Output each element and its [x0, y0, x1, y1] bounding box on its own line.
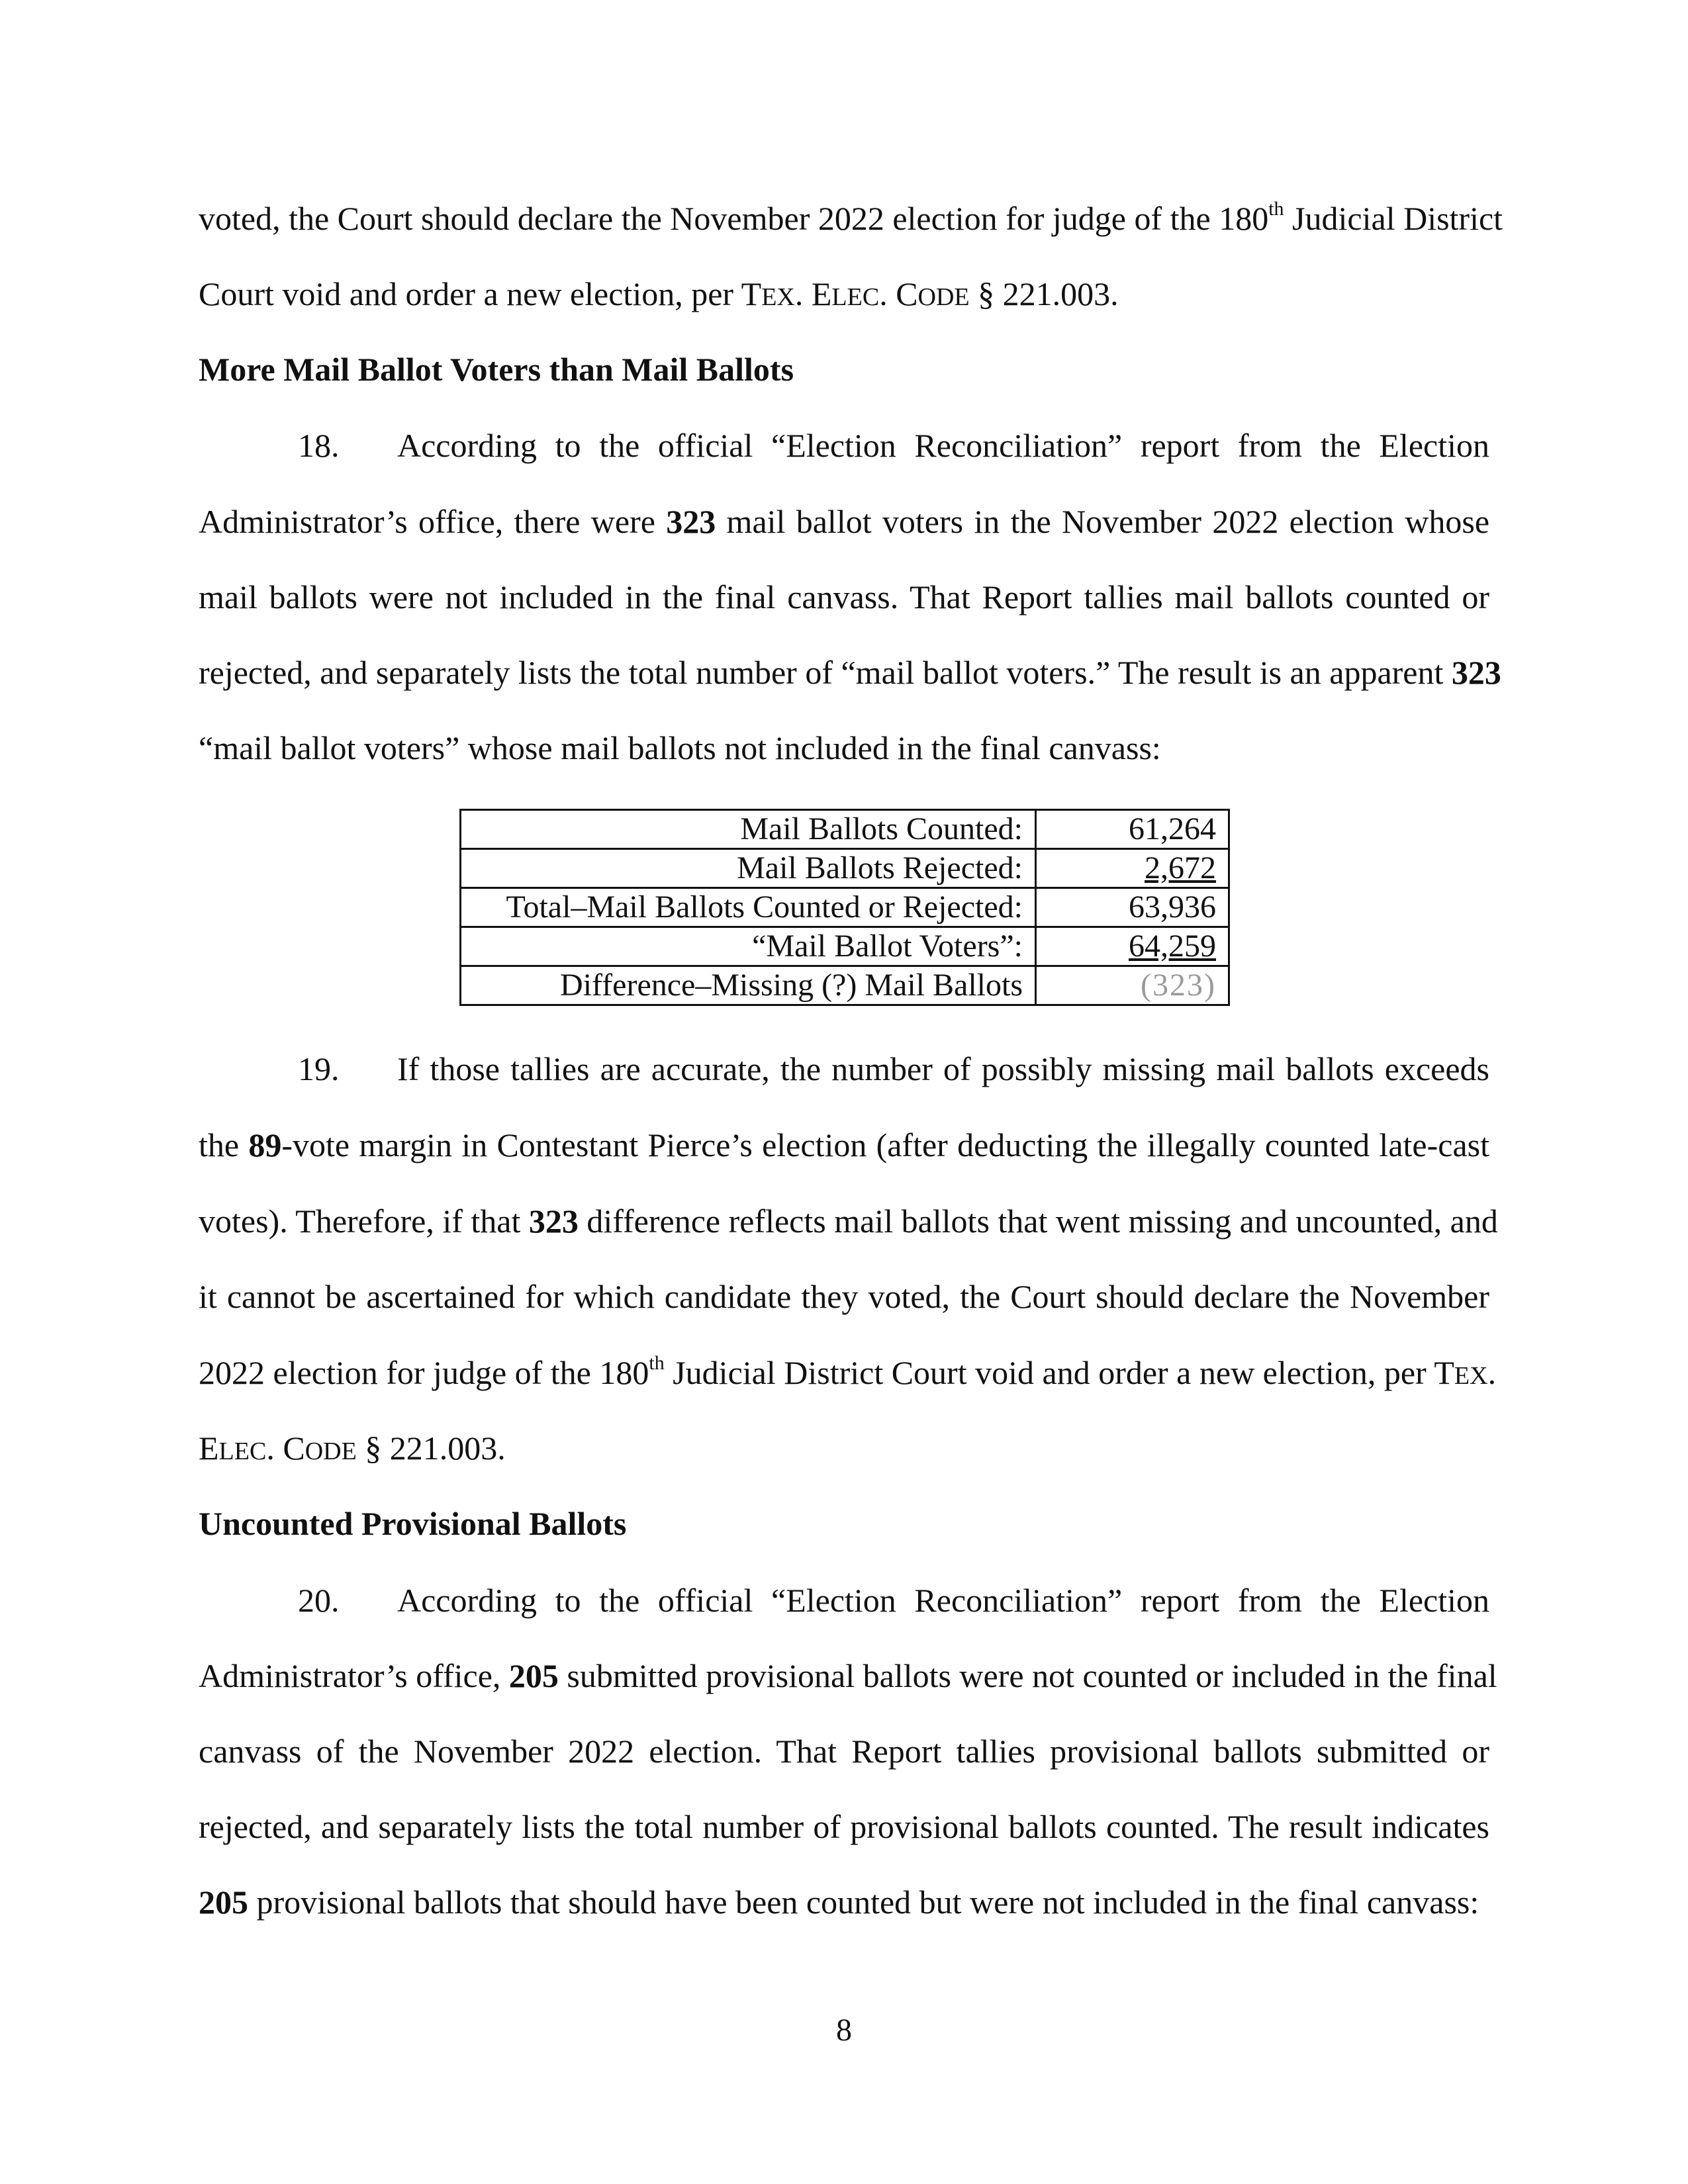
- table-row: [461, 849, 1229, 888]
- row-label: Total–Mail Ballots Counted or Rejected:: [461, 888, 1036, 927]
- p18-line-2: Administrator’s office, there were 323 mail ballot voters in the November 2022 election whose: [199, 503, 1490, 540]
- p20-line-4: rejected, and separately lists the total number of provisional ballots counted. The result indicates: [199, 1808, 1489, 1845]
- p19-line-5: 2022 election for judge of the 180th Judicial District Court void and order a new election, per TEX.: [199, 1352, 1497, 1391]
- row-value: 61,264: [1036, 810, 1229, 849]
- row-value: 63,936: [1036, 888, 1229, 927]
- p20-line-2: Administrator’s office, 205 submitted provisional ballots were not counted or included in the final: [199, 1657, 1497, 1694]
- p18-line-4: rejected, and separately lists the total number of “mail ballot voters.” The result is an apparent 323: [199, 654, 1501, 691]
- table-row: [461, 810, 1229, 849]
- p17-line-2: Court void and order a new election, per TEX. ELEC. CODE § 221.003.: [199, 275, 1119, 312]
- p18-line-3: mail ballots were not included in the final canvass. That Report tallies mail ballots counted or: [199, 578, 1489, 615]
- p19-line-4: it cannot be ascertained for which candidate they voted, the Court should declare the November: [199, 1278, 1489, 1315]
- p18-line-1: 18. According to the official “Election Reconciliation” report from the Election: [298, 427, 1489, 464]
- p19-line-6: ELEC. CODE § 221.003.: [199, 1430, 506, 1467]
- p20-line-1: 20. According to the official “Election Reconciliation” report from the Election: [298, 1582, 1489, 1619]
- row-label: Difference–Missing (?) Mail Ballots: [461, 966, 1036, 1005]
- page-number: 8: [836, 2013, 852, 2048]
- table-row: [461, 966, 1229, 1005]
- section-heading-provisional-ballots: Uncounted Provisional Ballots: [199, 1505, 627, 1542]
- row-value: (323): [1036, 966, 1229, 1005]
- p20-line-3: canvass of the November 2022 election. That Report tallies provisional ballots submitted or: [199, 1733, 1489, 1770]
- row-label: Mail Ballots Counted:: [461, 810, 1036, 849]
- p17-line-1: voted, the Court should declare the November 2022 election for judge of the 180th Judicial District: [199, 198, 1503, 237]
- table-row: [461, 927, 1229, 966]
- row-value: 64,259: [1036, 927, 1229, 966]
- row-label: Mail Ballots Rejected:: [461, 849, 1036, 888]
- p19-line-2: the 89-vote margin in Contestant Pierce’s election (after deducting the illegally counted late-cast: [199, 1126, 1489, 1163]
- p19-line-1: 19. If those tallies are accurate, the number of possibly missing mail ballots exceeds: [298, 1050, 1489, 1087]
- p19-number: 19.: [298, 1050, 340, 1087]
- p20-number: 20.: [298, 1582, 340, 1619]
- p18-number: 18.: [298, 427, 340, 464]
- mail-ballot-tally-table: [459, 809, 1230, 1006]
- row-label: “Mail Ballot Voters”:: [461, 927, 1036, 966]
- table-row: [461, 888, 1229, 927]
- p18-line-5: “mail ballot voters” whose mail ballots not included in the final canvass:: [199, 729, 1161, 766]
- row-value: 2,672: [1036, 849, 1229, 888]
- section-heading-mail-ballots: More Mail Ballot Voters than Mail Ballots: [199, 351, 794, 388]
- p20-line-5: 205 provisional ballots that should have been counted but were not included in the final canvass:: [199, 1884, 1479, 1921]
- p19-line-3: votes). Therefore, if that 323 difference reflects mail ballots that went missing and uncounted, and: [199, 1203, 1498, 1240]
